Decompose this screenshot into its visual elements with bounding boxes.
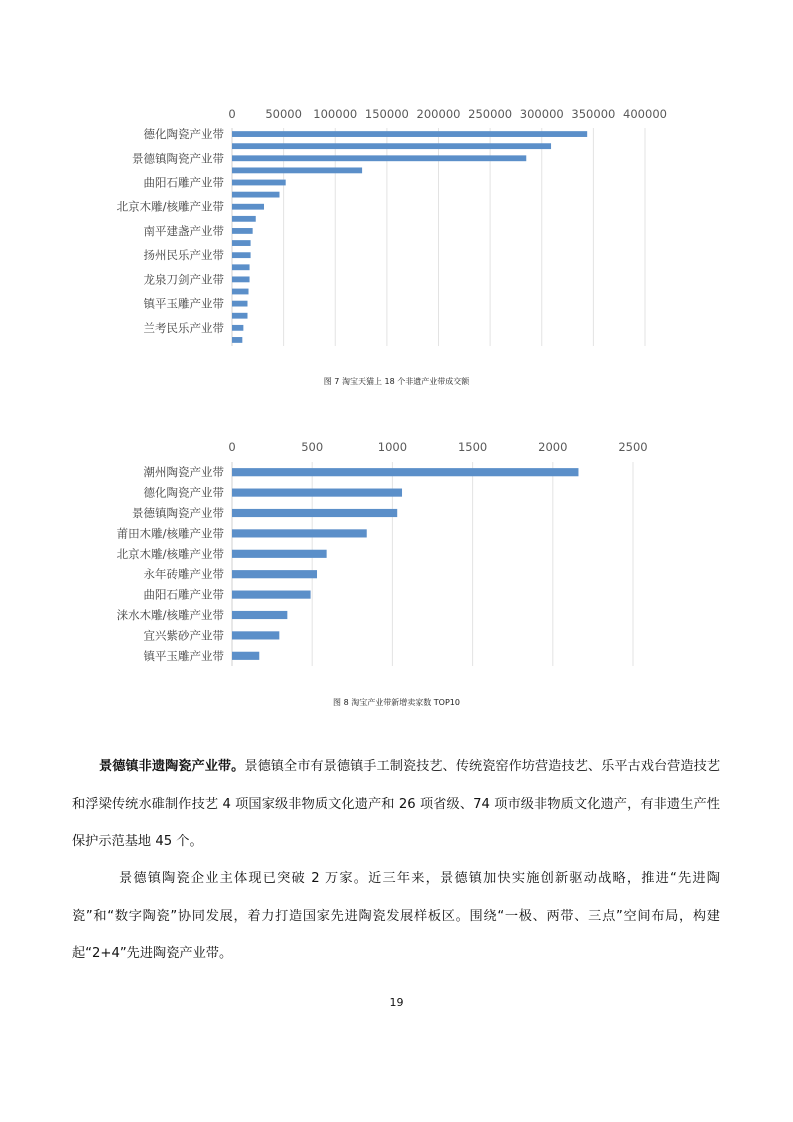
- bar: [232, 216, 256, 222]
- category-label: 扬州民乐产业带: [143, 248, 224, 263]
- paragraph-heading: 景德镇非遗陶瓷产业带。: [99, 759, 245, 774]
- category-label: 景德镇陶瓷产业带: [132, 506, 224, 520]
- category-label: 宜兴紫砂产业带: [143, 628, 224, 643]
- category-label: 曲阳石雕产业带: [143, 175, 224, 190]
- caption-fig8: 图 8 淘宝产业带新增卖家数 TOP10: [333, 698, 460, 707]
- bar: [232, 489, 402, 497]
- bar: [232, 204, 264, 210]
- bar: [232, 337, 242, 343]
- category-label: 北京木雕/核雕产业带: [116, 546, 224, 561]
- bar: [232, 468, 578, 476]
- bar: [232, 131, 587, 137]
- bar: [232, 264, 250, 270]
- bar: [232, 611, 287, 619]
- paragraph-jingdezhen-intro: [72, 748, 720, 861]
- category-label: 永年砖雕产业带: [143, 567, 224, 582]
- bar: [232, 252, 251, 258]
- bar: [232, 313, 247, 319]
- bar: [232, 192, 279, 198]
- x-tick-label: 1000: [377, 440, 408, 454]
- category-label: 龙泉刀剑产业带: [143, 272, 224, 287]
- x-tick-label: 350000: [571, 107, 616, 121]
- bar: [232, 155, 526, 161]
- bar: [232, 529, 367, 537]
- bar: [232, 180, 286, 186]
- category-label: 潮州陶瓷产业带: [143, 465, 224, 480]
- bar: [232, 167, 362, 173]
- category-label: 兰考民乐产业带: [143, 320, 224, 335]
- bar: [232, 591, 311, 599]
- x-tick-label: 50000: [265, 107, 302, 121]
- bar: [232, 143, 551, 149]
- category-label: 镇平玉雕产业带: [143, 648, 224, 663]
- category-label: 南平建盏产业带: [143, 223, 224, 238]
- bar: [232, 240, 251, 246]
- category-label: 德化陶瓷产业带: [143, 127, 224, 142]
- category-label: 涞水木雕/核雕产业带: [116, 608, 224, 622]
- category-label: 镇平玉雕产业带: [143, 296, 224, 311]
- category-label: 德化陶瓷产业带: [143, 485, 224, 500]
- x-tick-label: 500: [301, 440, 324, 454]
- x-tick-label: 100000: [313, 107, 358, 121]
- x-tick-label: 0: [228, 107, 236, 121]
- category-label: 莆田木雕/核雕产业带: [116, 526, 224, 541]
- x-tick-label: 250000: [468, 107, 513, 121]
- bar: [232, 276, 250, 282]
- bar: [232, 652, 259, 660]
- x-tick-label: 2000: [538, 440, 568, 454]
- chart-fig8-new-sellers: [0, 436, 793, 668]
- x-tick-label: 200000: [416, 107, 461, 121]
- bar: [232, 631, 279, 639]
- x-tick-label: 400000: [623, 107, 667, 121]
- paragraph-jingdezhen-enterprises: 景德镇陶瓷企业主体现已突破 2 万家。近三年来，景德镇加快实施创新驱动战略，推进“先进陶瓷”和“数字陶瓷”协同发展，着力打造国家先进陶瓷发展样板区。围绕“一极、两带、三点”空间布局，构建起“2+4”先进陶瓷产业带。: [72, 871, 720, 961]
- bar: [232, 509, 397, 517]
- x-tick-label: 1500: [457, 440, 488, 454]
- category-label: 北京木雕/核雕产业带: [116, 199, 224, 214]
- page-number: 19: [389, 996, 404, 1009]
- caption-fig7: 图 7 淘宝天猫上 18 个非遗产业带成交额: [323, 377, 470, 386]
- x-tick-label: 0: [228, 440, 236, 454]
- category-label: 景德镇陶瓷产业带: [132, 151, 224, 166]
- bar: [232, 228, 253, 234]
- paragraph-body: 景德镇全市有景德镇手工制瓷技艺、传统瓷窑作坊营造技艺、乐平古戏台营造技艺和浮梁传统水碓制作技艺 4 项国家级非物质文化遗产和 26 项省级、74 项市级非物质文化遗产，有非遗生产性保护示范基地 45 个。: [72, 759, 721, 849]
- bar: [232, 301, 247, 307]
- x-tick-label: 2500: [618, 440, 648, 454]
- chart-fig7-transaction-volume: [0, 100, 793, 350]
- bar: [232, 570, 317, 578]
- x-tick-label: 150000: [364, 107, 409, 121]
- category-label: 曲阳石雕产业带: [143, 587, 224, 602]
- bar: [232, 289, 249, 295]
- bar: [232, 325, 243, 331]
- x-tick-label: 300000: [519, 107, 564, 121]
- bar: [232, 550, 327, 558]
